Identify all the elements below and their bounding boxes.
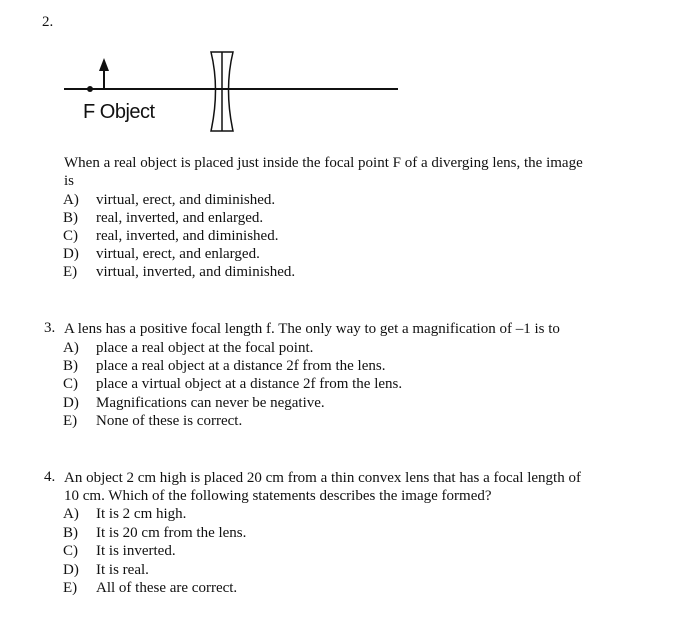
- question-3-option-b: [63, 357, 385, 375]
- question-3-number: 3.: [44, 320, 56, 336]
- option-text: It is 2 cm high.: [96, 506, 187, 522]
- option-letter: E): [63, 580, 78, 596]
- option-letter: A): [63, 506, 79, 522]
- option-text: place a virtual object at a distance 2f from the lens.: [96, 376, 403, 392]
- question-2-option-d: [63, 245, 260, 263]
- question-2-option-e: [63, 263, 295, 281]
- option-text: virtual, erect, and enlarged.: [96, 246, 260, 262]
- option-text: real, inverted, and diminished.: [96, 228, 279, 244]
- option-letter: B): [63, 358, 78, 374]
- option-text: virtual, erect, and diminished.: [96, 192, 276, 208]
- object-arrow-head: [99, 58, 109, 71]
- option-letter: A): [63, 340, 79, 356]
- option-text: place a real object at a distance 2f from the lens.: [96, 358, 386, 374]
- question-2-option-a: [63, 191, 275, 209]
- question-3-option-c: [63, 375, 402, 393]
- option-text: Magnifications can never be negative.: [96, 395, 325, 411]
- option-letter: B): [63, 525, 78, 541]
- option-text: It is real.: [96, 562, 149, 578]
- question-4-stem-line-2: 10 cm. Which of the following statements describes the image formed?: [64, 488, 492, 504]
- question-4-option-c: [63, 542, 176, 560]
- question-4-option-a: [63, 505, 186, 523]
- option-text: None of these is correct.: [96, 413, 243, 429]
- option-text: All of these are correct.: [96, 580, 238, 596]
- question-4-number: 4.: [44, 469, 56, 485]
- option-text: It is inverted.: [96, 543, 176, 559]
- focal-point-dot: [87, 86, 93, 92]
- option-text: real, inverted, and enlarged.: [96, 210, 264, 226]
- question-2-option-c: [63, 227, 278, 245]
- option-letter: E): [63, 413, 78, 429]
- option-letter: D): [63, 395, 79, 411]
- option-letter: D): [63, 246, 79, 262]
- question-2-number: 2.: [42, 14, 54, 30]
- option-text: It is 20 cm from the lens.: [96, 525, 247, 541]
- option-text: virtual, inverted, and diminished.: [96, 264, 296, 280]
- question-2-stem-line-2: is: [64, 173, 75, 189]
- option-letter: B): [63, 210, 78, 226]
- option-letter: A): [63, 192, 79, 208]
- option-letter: C): [63, 376, 78, 392]
- option-letter: C): [63, 543, 78, 559]
- question-4-stem-line-1: An object 2 cm high is placed 20 cm from a thin convex lens that has a focal length of: [64, 470, 581, 486]
- question-4-option-e: [63, 579, 237, 597]
- option-text: place a real object at the focal point.: [96, 340, 314, 356]
- question-4-option-b: [63, 524, 246, 542]
- question-3-option-e: [63, 412, 242, 430]
- option-letter: E): [63, 264, 78, 280]
- question-4-option-d: [63, 561, 149, 579]
- option-letter: C): [63, 228, 78, 244]
- question-3-option-d: [63, 394, 325, 412]
- option-letter: D): [63, 562, 79, 578]
- question-2-stem-line-1: When a real object is placed just inside the focal point F of a diverging lens, the image: [64, 155, 583, 171]
- question-2-option-b: [63, 209, 263, 227]
- question-3-stem-line-1: A lens has a positive focal length f. The only way to get a magnification of –1 is to: [64, 321, 560, 337]
- question-3-option-a: [63, 339, 313, 357]
- diagram-label: F Object: [83, 101, 155, 123]
